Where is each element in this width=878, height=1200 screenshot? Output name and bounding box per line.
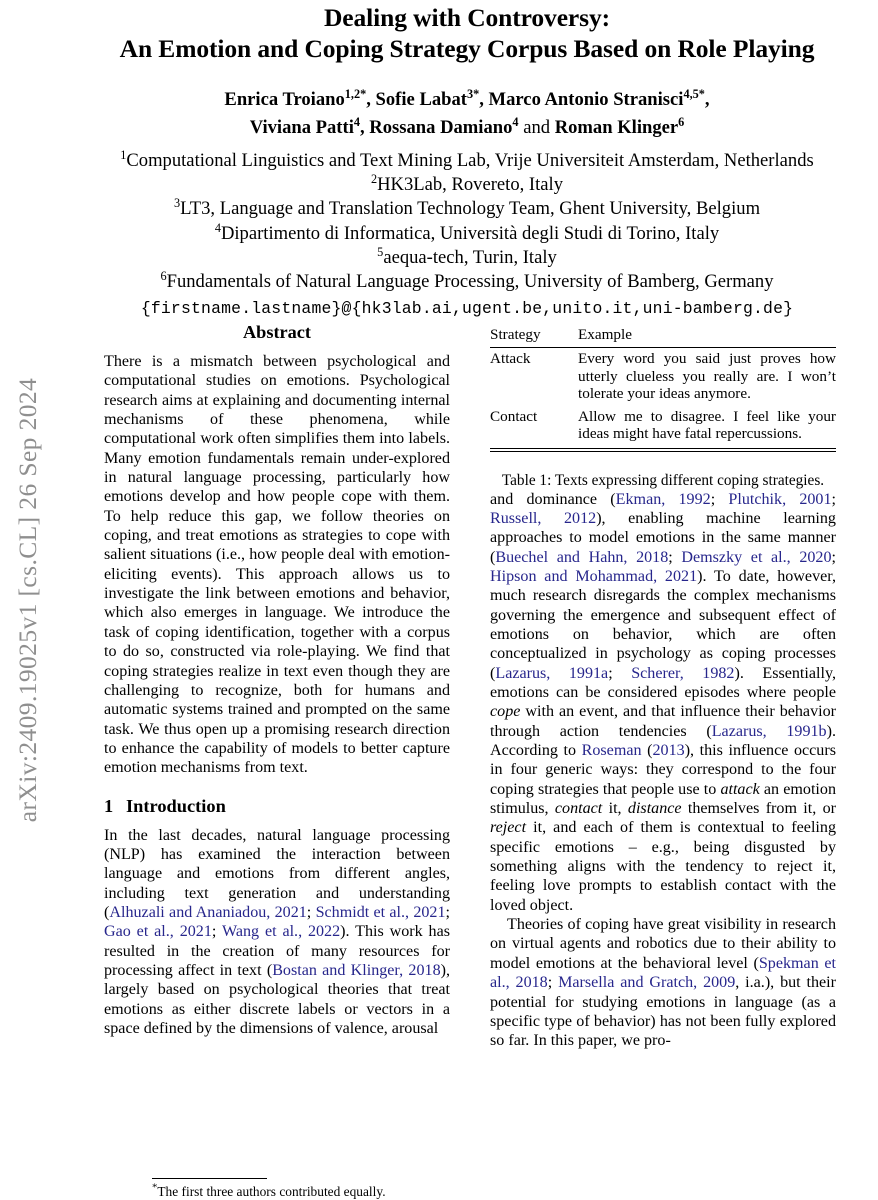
title-block [72,0,862,318]
text-segment: ). This work has resulted in the creation of many resources for processing affect in text ( [104,923,450,979]
table-row [490,348,836,406]
emphasis-contact: contact [554,800,603,818]
citation-link[interactable]: 2013 [652,742,685,760]
section-number: 1 [104,795,114,816]
affiliation-item [72,270,862,294]
text-segment: ). Essentially, emotions can be considered episodes where people [490,664,836,701]
affiliation-item [72,222,862,246]
author-affil-marker: 4 [512,114,519,129]
affiliation-text: Computational Linguistics and Text Mining Lab, Vrije Universiteit Amsterdam, Netherlands [126,150,814,171]
citation-link[interactable]: Bostan and Klinger, 2018 [272,961,441,979]
text-segment: ; [211,923,222,941]
author-line-2 [72,114,862,142]
arxiv-stamp-text: arXiv:2409.19025v1 [cs.CL] 26 Sep 2024 [13,377,42,823]
text-segment: ; [710,490,729,508]
affiliation-text: HK3Lab, Rovereto, Italy [377,174,564,196]
text-segment: ; [306,903,316,921]
text-segment: with an event, and that influence their behavior through action tendencies ( [490,703,836,740]
text-segment: it, [602,800,628,818]
text-segment: ; [668,548,682,566]
author-line-1 [72,86,862,114]
text-segment: Theories of coping have great visibility in research on virtual agents and robotics due to their ability to model emotions at the behavioral level ( [490,916,836,972]
emphasis-attack: attack [720,780,760,798]
author-sep: , [704,89,710,110]
text-segment: ). According to [490,722,836,760]
author-affil-marker: 1,2* [344,86,367,101]
right-paragraph-2 [490,915,836,1050]
text-segment: it, and each of them is contextual to feeling specific emotions – e.g., being disgusted by something aligns with the tendency to reject it, feeling love prompts to establish contact with the loved object. [490,819,836,914]
affiliation-item [72,246,862,270]
arxiv-stamp [0,0,56,1200]
affiliation-item [72,149,862,173]
cell-example: Allow me to disagree. I feel like your ideas might have fatal repercussions. [578,407,836,443]
left-column [104,322,450,1200]
right-paragraph-1 [490,490,836,916]
citation-link[interactable]: Plutchik, 2001 [728,490,832,508]
section-heading-introduction [104,796,450,817]
author-sep: , [366,89,376,110]
author-affil-marker: 6 [678,114,685,129]
affiliation-marker: 5 [377,244,384,259]
author-list [72,86,862,142]
section-title: Introduction [126,795,226,816]
citation-link[interactable]: Lazarus, 1991a [495,664,609,682]
table-row [490,405,836,445]
table-header-row [490,322,836,347]
coping-strategy-table [490,322,836,446]
text-segment: an emotion stimulus, [490,780,836,818]
author-name: Marco Antonio Stranisci [488,89,684,110]
citation-link[interactable]: Ekman, 1992 [615,490,711,508]
author-name: Sofie Labat [375,89,467,110]
citation-link[interactable]: Spekman et al., 2018 [490,954,836,992]
affiliation-list [72,149,862,294]
right-column [490,322,836,1200]
citation-link[interactable]: Lazarus, 1991b [711,722,827,740]
emphasis-cope: cope [490,703,521,721]
text-segment: ). To date, however, much research disregards the complex mechanisms governing the emergence and subsequent effect of emotions on behavior, which are often conceptualized in psychology as coping processes ( [490,567,836,682]
column-header-example: Example [576,322,836,347]
abstract-heading: Abstract [242,322,312,342]
contact-emails: {firstname.lastname}@{hk3lab.ai,ugent.be,unito.it,uni-bamberg.de} [140,299,794,319]
footnote-body: The first three authors contributed equally. [157,1184,386,1199]
text-segment: In the last decades, natural language processing (NLP) has examined the interaction between language and emotions from different angles, including text generation and understanding ( [104,826,450,921]
citation-link[interactable]: Scherer, 1982 [631,664,735,682]
affiliation-marker: 4 [214,220,221,235]
title-line-1: Dealing with Controversy: [323,3,610,32]
footnote-marker: * [152,1181,158,1194]
cell-strategy: Contact [490,407,538,425]
citation-link[interactable]: Wang et al., 2022 [221,923,341,941]
author-sep: and [518,117,555,138]
author-affil-marker: 3* [466,86,480,101]
citation-link[interactable]: Russell, 2012 [490,509,597,527]
affiliation-text: Dipartimento di Informatica, Università degli Studi di Torino, Italy [220,222,720,244]
citation-link[interactable]: Schmidt et al., 2021 [315,903,446,921]
affiliation-marker: 6 [160,268,167,283]
table-1 [490,322,836,490]
emphasis-reject: reject [490,819,527,837]
affiliation-item [72,197,862,221]
affiliation-marker: 2 [370,172,378,187]
citation-link[interactable]: Alhuzali and Ananiadou, 2021 [109,903,307,921]
affiliation-text: LT3, Language and Translation Technology Team, Ghent University, Belgium [180,198,761,220]
text-segment: ; [445,903,450,921]
author-sep: , [360,117,370,138]
table-caption: Table 1: Texts expressing different coping strategies. [501,471,825,489]
affiliation-text: Fundamentals of Natural Language Processing, University of Bamberg, Germany [166,271,774,293]
column-header-strategy: Strategy [490,322,576,347]
author-affil-marker: 4 [353,114,360,129]
two-column-body [56,322,878,1200]
abstract-text: There is a mismatch between psychological and computational studies on emotions. Psychological research aims at explaining and documenting internal mechanisms of these phenomena, while computational work often simplifies them into labels. Many emotion fundamentals remain under-explored in natural language processing, particularly how emotions develop and how people cope with them. To help reduce this gap, we follow theories on coping, and treat emotions as strategies to cope with salient situations (i.e., how people deal with emotion-eliciting events). This approach allows us to investigate the link between emotions and behavior, which also emerges in language. We introduce the task of coping identification, together with a corpus to do so, constructed via role-playing. We find that coping strategies realize in text even though they are challenging to recognize, both for humans and automatic systems trained and prompted on the same task. We thus open up a promising research direction to enhance the capability of models to better capture emotion mechanisms from text. [104,353,450,777]
author-name: Rossana Damiano [369,117,513,138]
text-segment: ( [641,742,653,760]
text-segment: ), this influence occurs in four generic ways: they correspond to the four coping strategies that people use to [490,742,836,798]
text-segment: ; [831,490,836,508]
footnote-rule [152,1178,267,1179]
affiliation-text: aequa-tech, Turin, Italy [383,246,557,268]
text-segment: ), enabling machine learning approaches to model emotions in the same manner ( [490,509,836,566]
author-name: Enrica Troiano [224,89,345,110]
title-line-2: An Emotion and Coping Strategy Corpus Based on Role Playing [119,34,815,63]
affiliation-marker: 1 [120,147,127,162]
paper-page [56,0,878,1200]
intro-paragraph-1 [104,826,450,1039]
text-segment: ), largely based on psychological theories that treat emotions as either discrete labels or vectors in a space defined by the dimensions of valence, arousal [104,961,451,1037]
citation-link[interactable]: Gao et al., 2021 [104,923,212,941]
table-bottomrule [490,448,836,452]
text-segment: ; [608,664,632,682]
text-segment: and dominance ( [490,490,616,508]
affiliation-item [72,173,862,197]
citation-link[interactable]: Marsella and Gratch, 2009 [558,974,736,992]
footnote-text [152,1181,498,1200]
footnote-area [152,1178,498,1200]
author-sep: , [479,89,489,110]
emphasis-distance: distance [627,800,682,818]
citation-link[interactable]: Buechel and Hahn, 2018 [495,548,669,566]
text-segment: themselves from it, or [681,800,837,818]
page-title [72,2,862,64]
cell-example: Every word you said just proves how utterly clueless you really are. I won’t tolerate your ideas anymore. [578,350,836,403]
citation-link[interactable]: Roseman [581,742,642,760]
text-segment: ; [831,548,837,566]
author-name: Roman Klinger [554,117,679,138]
citation-link[interactable]: Hipson and Mohammad, 2021 [490,567,698,585]
author-name: Viviana Patti [249,117,354,138]
citation-link[interactable]: Demszky et al., 2020 [681,548,832,566]
cell-strategy: Attack [490,350,531,368]
author-affil-marker: 4,5* [683,86,705,101]
text-segment: , i.a.), but their potential for studying emotions in language (as a specific type of behavior) has not been fully explored so far. In this paper, we pro- [490,974,837,1050]
text-segment: ; [547,974,559,992]
affiliation-marker: 3 [173,196,181,211]
